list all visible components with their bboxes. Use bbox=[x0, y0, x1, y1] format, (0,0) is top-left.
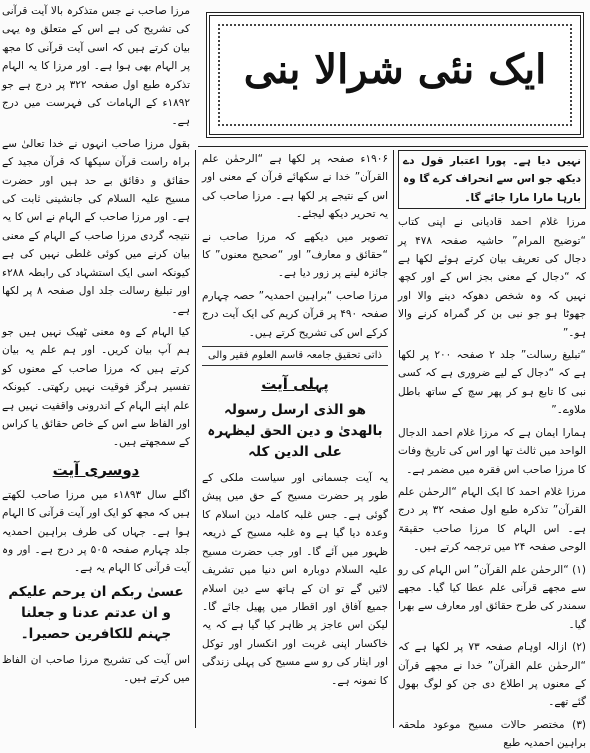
paragraph: یہ آیت جسمانی اور سیاست ملکی کے طور پر حضرت مسیح کے حق میں پیش گوئی ہے۔ جس غلبہ کاملہ دین اسلام کا وعدہ دیا گیا ہے وہ غلبہ مسیح کے ذریعہ ظہور میں آئے گا۔ اور جب حضرت مسیح علیہ السلام دوبارہ اس دنیا میں تشریف لائیں گے تو ان کے ہاتھ سے دین اسلام جمیع آفاق اور اقطار میں پھیل جائے گا۔ لیکن اس عاجز پر ظاہر کیا گیا ہے کہ یہ خاکسار اپنی غربت اور انکسار اور توکل اور ایثار کی رو سے مسیح کی پہلی زندگی کا نمونہ ہے۔ bbox=[202, 472, 388, 687]
paragraph: اس آیت کی تشریح مرزا صاحب ان الفاظ میں کرتے ہیں۔ bbox=[2, 653, 190, 685]
paragraph: کیا الہام کے وہ معنی ٹھیک نہیں ہیں جو ہم آپ بیان کریں۔ اور ہم علم یہ بیان کرتے ہیں کہ مرزا صاحب کے معنوں کو تفسیر ہرگز فوقیت نہیں رکھتی۔ کیونکہ علم اپنے الہام کے اندرونی واقفیت نہیں ہے اور الفاظ سے اس کے خاص حقائق یا کراس کے سمجھتے ہیں۔ bbox=[2, 325, 190, 449]
section-heading: پہلی آیت bbox=[261, 375, 329, 394]
middle-column bbox=[202, 150, 388, 730]
column-divider-right bbox=[393, 150, 394, 728]
paragraph: تصویر میں دیکھے کہ مرزا صاحب نے “حقائق و معارف” اور “صحیح معنوں” کا جائزہ لینے پر زور دیا ہے۔ bbox=[202, 230, 388, 280]
right-column bbox=[398, 150, 587, 750]
title-banner bbox=[206, 12, 584, 138]
paragraph: ۱۹۰۶ء صفحہ پر لکھا ہے “الرحمٰن علم القرآن” خدا نے سکھائے قرآن کے معنی اور اس کے نتیجے پر لکھا ہے۔ مرزا صاحب کی یہ تحریر دیکھ لیجئے۔ bbox=[202, 153, 388, 221]
paragraph: مرزا صاحب “براہین احمدیہ” حصہ چہارم صفحہ ۴۹۰ پر قرآن کریم کی ایک آیت درج کرکے اس کی تشریح کرتے ہیں۔ bbox=[202, 289, 389, 339]
paragraph: اگلے سال ۱۸۹۳ء میں مرزا صاحب لکھتے ہیں کہ مجھ کو ایک اور آیت قرآنی کا الہام ہوا ہے۔ جہاں کی طرف براہین احمدیہ جلد چہارم صفحہ ۵۰۵ پر درج ہے۔ اور وہ آیت قرآنی کا الہام یہ ہے۔ bbox=[2, 488, 191, 575]
left-column bbox=[2, 2, 190, 730]
paragraph: مرزا صاحب نے جس متذکرہ بالا آیت قرآنی کی تشریح کی ہے اس کے متعلق وہ یہی بیان کرتے ہیں کہ اسی آیت قرآنی کا مجھ پر الہام بھی ہوا ہے۔ اور مرزا کا یہ الہام تذکرہ طبع اول صفحہ ۳۲۲ پر درج ہے جو ۱۸۹۲ء کے الہامات کی فہرست میں درج ہے۔ bbox=[2, 5, 190, 128]
paragraph: بقول مرزا صاحب انہوں نے خدا تعالیٰ سے براہ راست قرآن سیکھا کہ قرآن مجید کے حقائق و دقائق بے حد ہیں اور حضرت مسیح علیہ السلام کی جانشینی ثابت کی ہے۔ اور مرزا صاحب کے الہام نے اس کا یہ نتیجہ گردی مرزا صاحب کے الہام کے معنی بیان کرنے میں کوئی غلطی نہیں کی ہے کیونکہ اسی ایک استشہاد کی رابطہ ۲۸۸ء اور تبلیغ رسالت جلد اول صفحہ ۸ پر لکھا ہے۔ bbox=[2, 137, 190, 316]
article-title: ایک نئی شرالا بنی bbox=[243, 46, 547, 93]
paragraph: (۳) مختصر حالات مسیح موعود ملحقہ براہین احمدیہ طبع bbox=[398, 718, 586, 750]
paragraph: (۲) ازالہ اوہام صفحہ ۷۳ پر لکھا ہے کہ “الرحمٰن علم القرآن” خدا نے مجھے قرآن کے معنوں پر اطلاع دی جن کو لوگ بھول گئے تھے۔ bbox=[398, 641, 587, 709]
paragraph: مرزا غلام احمد کا ایک الہام “الرحمٰن علم القرآن” تذکرہ طبع اول صفحہ ۳۲ پر درج ہے۔ اس الہام کا مرزا صاحب حقیقۃ الوحی صفحہ ۲۴ میں ترجمہ کرتے ہیں۔ bbox=[398, 485, 587, 554]
section-heading: دوسری آیت bbox=[52, 460, 140, 479]
quranic-verse: عسیٰ ربکم ان یرحم علیکم و ان عدتم عدنا و جعلنا جہنم للکافرین حصیرا۔ bbox=[8, 583, 184, 642]
column-divider-left bbox=[195, 150, 196, 728]
horizontal-rule bbox=[198, 146, 588, 147]
paragraph: ہمارا ایمان ہے کہ مرزا غلام احمد الدجال الواحد میں ثالث تھا اور اس کی تاریخ وفات کا مرزا صاحب اس فقرہ میں مضمر ہے۔ bbox=[398, 426, 586, 476]
paragraph: (۱) “الرحمٰن علم القرآن” اس الہام کی رو سے مجھے قرآنی علم عطا کیا گیا۔ مجھے سمندر کی طرح حقائق اور معارف سے بھرا گیا۔ bbox=[398, 563, 586, 631]
paragraph: “تبلیغ رسالت” جلد ۲ صفحہ ۲۰۰ پر لکھا ہے کہ “دجال کے لیے ضروری ہے کہ کسی نبی کا تابع ہو کر پھر سچ کے ساتھ باطل ملاوے۔” bbox=[398, 349, 586, 417]
library-stamp: ذاتی تحقیق جامعہ قاسم العلوم فقیر والی bbox=[202, 346, 388, 366]
boxed-paragraph: نہیں دیا ہے۔ پورا اعتبار قول دے دیکھ جو اس سے انحراف کرے گا وہ بارہا مارا مارا جائے گا۔ bbox=[398, 150, 586, 209]
quranic-verse: ھو الذی ارسل رسولہ بالھدیٰ و دین الحق لیظہرہ علی الدین کلہ bbox=[207, 402, 383, 461]
paragraph: مرزا غلام احمد قادیانی نے اپنی کتاب “توضیح المرام” حاشیہ صفحہ ۴۷۸ پر دجال کی تعریف بیان کرتے ہوئے لکھا ہے کہ “دجال کے معنی بجز اس کے اور کچھ نہیں کہ وہ شخص دھوکہ دینے والا اور جھوٹا ہو جو نبی بن کر گمراہ کرنے والا ہو۔” bbox=[398, 216, 586, 339]
